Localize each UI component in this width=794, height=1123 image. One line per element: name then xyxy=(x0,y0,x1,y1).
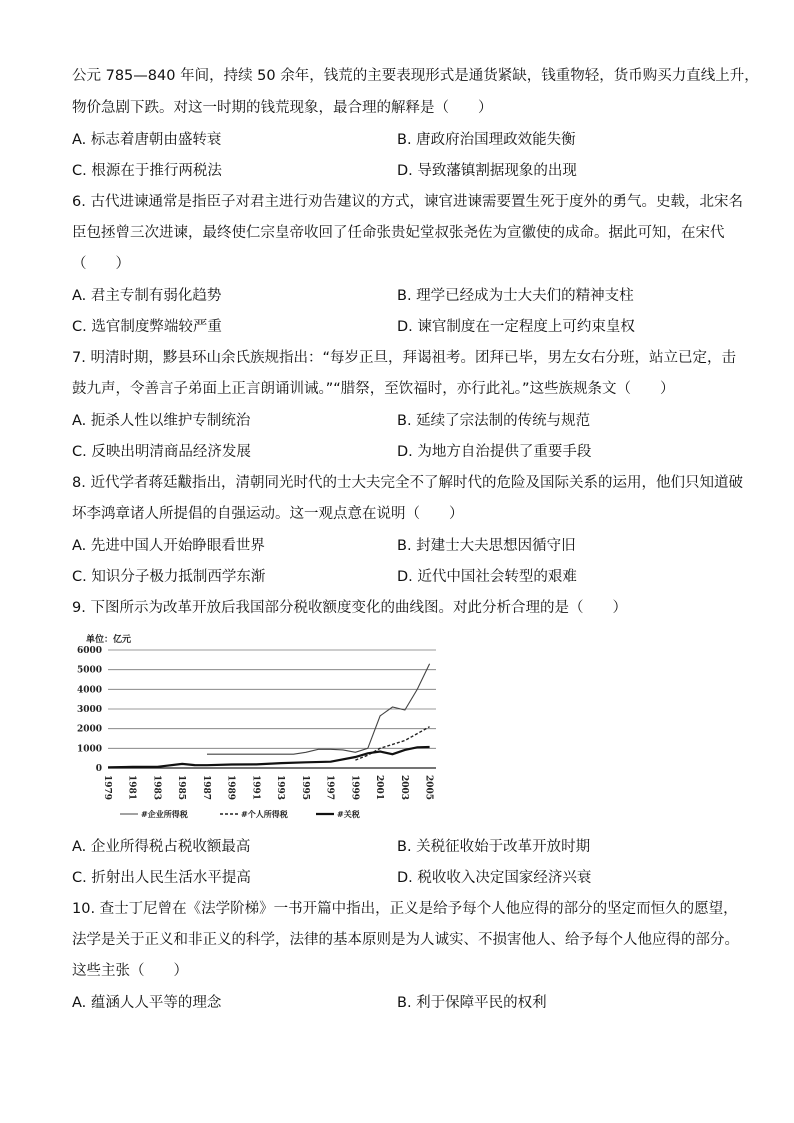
q7-stem-line2: 鼓九声，令善言子弟面上正言朗诵训诫。”“腊祭，至饮福时，亦行此礼。”这些族规条文（ ） xyxy=(72,381,675,397)
q9-option-b[interactable]: B. 关税征收始于改革开放时期 xyxy=(397,839,591,855)
chart-gridlines xyxy=(108,650,436,768)
legend-label-1: #个人所得税 xyxy=(241,809,288,819)
q6-stem-line1: 6. 古代进谏通常是指臣子对君主进行劝告建议的方式，谏官进谏需要置生死于度外的勇气。史载，北宋名 xyxy=(72,194,743,210)
q8-option-b[interactable]: B. 封建士大夫思想因循守旧 xyxy=(397,538,576,554)
y-tick-label: 5000 xyxy=(76,665,102,676)
series-line-2 xyxy=(108,747,430,767)
x-tick-label: 1981 xyxy=(126,775,137,801)
q7-stem-line1: 7. 明清时期，黟县环山余氏族规指出：“每岁正旦，拜谒祖考。团拜已毕，男左女右分班，站立已定，击 xyxy=(72,350,736,366)
chart-series xyxy=(108,664,430,768)
q10-stem-line3: 这些主张（ ） xyxy=(72,963,188,979)
chart-legend xyxy=(120,809,360,819)
q6-stem-line3: （ ） xyxy=(72,256,130,272)
legend-label-0: #企业所得税 xyxy=(141,809,188,819)
x-tick-label: 2003 xyxy=(398,775,409,801)
x-tick-label: 1985 xyxy=(176,775,187,801)
q5-option-a[interactable]: A. 标志着唐朝由盛转衰 xyxy=(72,132,222,148)
q9-option-d[interactable]: D. 税收收入决定国家经济兴衰 xyxy=(397,870,592,886)
y-tick-label: 1000 xyxy=(76,744,102,755)
legend-label-2: #关税 xyxy=(337,809,360,819)
x-tick-label: 1991 xyxy=(250,775,261,801)
q7-option-d[interactable]: D. 为地方自治提供了重要手段 xyxy=(397,444,592,460)
x-tick-label: 1999 xyxy=(349,775,360,801)
x-tick-label: 1987 xyxy=(200,775,211,801)
y-tick-label: 3000 xyxy=(76,705,102,715)
q6-option-a[interactable]: A. 君主专制有弱化趋势 xyxy=(72,288,222,304)
q8-stem-line1: 8. 近代学者蒋廷黻指出，清朝同光时代的士大夫完全不了解时代的危险及国际关系的运用，他们只知道破 xyxy=(72,475,743,491)
chart-y-ticks xyxy=(77,646,102,774)
q8-option-c[interactable]: C. 知识分子极力抵制西学东渐 xyxy=(72,569,266,585)
q10-stem-line2: 法学是关于正义和非正义的科学，法律的基本原则是为人诚实、不损害他人、给予每个人他应得的部分。 xyxy=(72,932,739,948)
q9-stem-line1: 9. 下图所示为改革开放后我国部分税收额度变化的曲线图。对此分析合理的是（ ） xyxy=(72,600,627,616)
q6-stem-line2: 臣包拯曾三次进谏，最终使仁宗皇帝收回了任命张贵妃堂叔张尧佐为宣徽使的成命。据此可知，在宋代 xyxy=(72,225,725,241)
x-tick-label: 1979 xyxy=(102,775,112,801)
y-tick-label: 6000 xyxy=(76,646,102,656)
q7-option-c[interactable]: C. 反映出明清商品经济发展 xyxy=(72,444,251,460)
q9-option-a[interactable]: A. 企业所得税占税收额最高 xyxy=(72,839,251,855)
q8-option-d[interactable]: D. 近代中国社会转型的艰难 xyxy=(397,569,577,585)
q9-option-c[interactable]: C. 折射出人民生活水平提高 xyxy=(72,870,251,886)
y-tick-label: 4000 xyxy=(76,685,102,696)
q8-option-a[interactable]: A. 先进中国人开始睁眼看世界 xyxy=(72,538,265,554)
y-tick-label: 0 xyxy=(95,764,102,774)
tax-line-chart xyxy=(72,628,452,824)
x-tick-label: 1995 xyxy=(299,775,310,801)
x-tick-label: 1997 xyxy=(324,775,335,801)
q5-option-b[interactable]: B. 唐政府治国理政效能失衡 xyxy=(397,132,576,148)
chart-unit-label: 单位：亿元 xyxy=(86,635,132,645)
q5-option-d[interactable]: D. 导致藩镇割据现象的出现 xyxy=(397,163,577,179)
x-tick-label: 2005 xyxy=(423,775,434,801)
x-tick-label: 1983 xyxy=(151,775,162,801)
q5-stem-line1: 公元 785—840 年间，持续 50 余年，钱荒的主要表现形式是通货紧缺，钱重物轻，货币购买力直线上升， xyxy=(72,68,759,84)
q6-option-d[interactable]: D. 谏官制度在一定程度上可约束皇权 xyxy=(397,319,635,335)
q6-option-b[interactable]: B. 理学已经成为士大夫们的精神支柱 xyxy=(397,288,634,304)
x-tick-label: 2001 xyxy=(374,775,385,801)
q5-option-c[interactable]: C. 根源在于推行两税法 xyxy=(72,163,222,179)
q6-option-c[interactable]: C. 选官制度弊端较严重 xyxy=(72,319,222,335)
q5-stem-line2: 物价急剧下跌。对这一时期的钱荒现象，最合理的解释是（ ） xyxy=(72,100,493,116)
q10-option-a[interactable]: A. 蕴涵人人平等的理念 xyxy=(72,995,222,1011)
q10-stem-line1: 10. 查士丁尼曾在《法学阶梯》一书开篇中指出，正义是给予每个人他应得的部分的坚定而恒久的愿望， xyxy=(72,901,738,917)
chart-x-ticks xyxy=(102,775,434,800)
q8-stem-line2: 坏李鸿章诸人所提倡的自强运动。这一观点意在说明（ ） xyxy=(72,506,464,522)
y-tick-label: 2000 xyxy=(76,724,102,735)
x-tick-label: 1993 xyxy=(275,775,286,801)
x-tick-label: 1989 xyxy=(225,775,236,801)
q10-option-b[interactable]: B. 利于保障平民的权利 xyxy=(397,995,547,1011)
q7-option-b[interactable]: B. 延续了宗法制的传统与规范 xyxy=(397,413,591,429)
q7-option-a[interactable]: A. 扼杀人性以维护专制统治 xyxy=(72,413,251,429)
